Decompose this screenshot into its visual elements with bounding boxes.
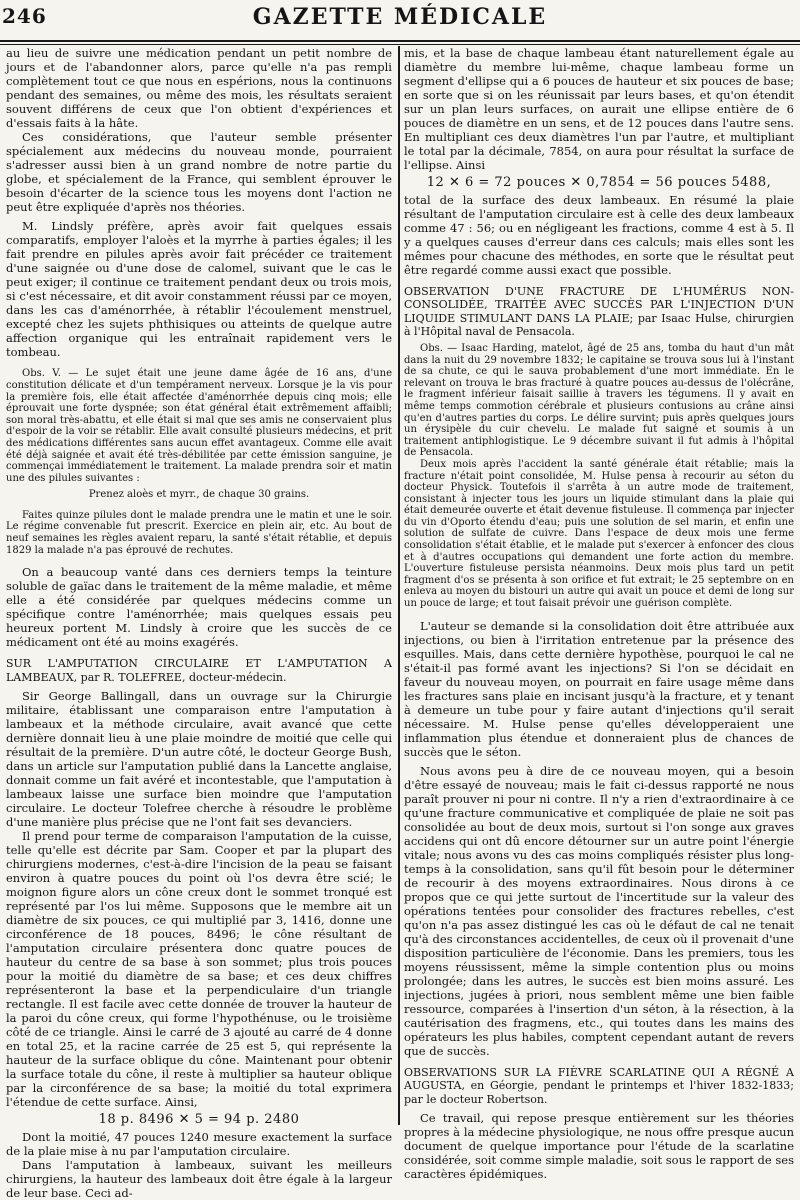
paragraph: On a beaucoup vanté dans ces derniers temps la teinture soluble de gaïac dans le traitement de la même maladie, et même elle a été considérée par quelques médecins comme un spécifique contre l'aménorrhée; mais quelques essais peu heureux portent M. Lindsly à croire que les succès de ce médicament ont été au moins exagérés. (6, 565, 392, 650)
paragraph: L'auteur se demande si la consolidation doit être attribuée aux injections, ou bien à l'irritation entretenue par la présence des esquilles. Mais, dans cette dernière hypothèse, pourquoi le cal ne s'était-il pas formé avant les injections? Si l'on se décidait en faveur du nouveau moyen, on pourrait en faire usage même dans les fractures sans plaie en incisant jusqu'à la fracture, et y tenant à demeure un tube pour y faire autant d'injections qu'il serait nécessaire. M. Hulse pense qu'elles développeraient une inflammation plus étendue et donneraient plus de chances de succès que le séton. (404, 618, 794, 759)
article-heading: OBSERVATIONS SUR LA FIÈVRE SCARLATINE QUI A RÉGNÉ A AUGUSTA, en Géorgie, pendant le printemps et l'hiver 1832-1833; par le docteur Robertson. (404, 1066, 794, 1106)
paragraph: Ces considérations, que l'auteur semble présenter spécialement aux médecins du nouveau monde, pourraient s'adresser aussi bien à un grand nombre de notre partie du globe, et spécialement de la France, qui semblent éprouver le besoin d'écarter de la science tous les moyens dont l'action ne peut être expliquée d'après nos théories. (6, 130, 392, 215)
observation-text: Faites quinze pilules dont le malade prendra une le matin et une le soir. Le régime convenable fut prescrit. Exercice en plein air, etc. Au bout de neuf semaines les règles avaient reparu, la santé s'était rétablie, et depuis 1829 la malade n'a pas éprouvé de rechutes. (6, 509, 392, 556)
paragraph: Sir George Ballingall, dans un ouvrage sur la Chirurgie militaire, établissant une comparaison entre l'amputation à lambeaux et la méthode circulaire, avait avancé que cette dernière donnait lieu à une plaie moindre de moitié que celle qui résultait de la première. D'un autre côté, le docteur George Bush, dans un article sur l'amputation publié dans la Lancette anglaise, donnait comme un fait avéré et incontestable, que l'amputation à lambeaux laisse une surface bien moindre que l'amputation circulaire. Le docteur Tolefree cherche à résoudre le problème d'une manière plus précise que ne l'ont fait ses devanciers. (6, 688, 392, 829)
column-divider (398, 46, 400, 1125)
prescription: Prenez aloès et myrr., de chaque 30 grains. (88, 489, 310, 501)
observation-text: Deux mois après l'accident la santé générale était rétablie; mais la fracture n'était point consolidée, M. Hulse pensa à recourir au séton du docteur Physick. Toutefois il s'arrêta à un autre mode de traitement, consistant à injecter tous les jours un liquide stimulant dans la plaie qui était demeurée ouverte et était devenue fistuleuse. Il commença par injecter du vin d'Oporto étendu d'eau; puis une solution de sel marin, et enfin une solution de sulfate de cuivre. Dans l'espace de deux mois une ferme consolidation s'était établie, et le malade put s'exercer à enfoncer des clous et à d'autres occupations qui demandent une forte action du membre. L'ouverture fistuleuse persista néanmoins. Deux mois plus tard un petit fragment d'os se présenta à son orifice et fut extrait; le 25 septembre on en enleva au moyen du bistouri un autre qui avait un pouce et demi de long sur un pouce de large; et tout faisait prévoir une guérison complète. (404, 458, 794, 610)
paragraph: mis, et la base de chaque lambeau étant naturellement égale au diamètre du membre lui-même, chaque lambeau forme un segment d'ellipse qui a 6 pouces de hauteur et six pouces de base; en sorte que si on les réunissait par leurs bases, et qu'on étendit sur un plan leurs surfaces, on aurait une ellipse entière de 6 pouces de diamètre en un sens, et de 12 pouces dans l'autre sens. En multipliant ces deux diamètres l'un par l'autre, et multipliant le total par la décimale, 7854, on aura pour résultat la surface de l'ellipse. Ainsi (404, 46, 794, 173)
observation-text: Obs. V. — Le sujet était une jeune dame âgée de 16 ans, d'une constitution délicate et d'un tempérament nerveux. Lorsque je la vis pour la première fois, elle était affectée d'aménorrhée depuis cinq mois; elle éprouvait une forte dyspnée; son état général était extrêmement affaibli; son moral très-abattu, et elle était si mal que ses amis ne conservaient plus d'espoir de la voir se rétablir. Elle avait consulté plusieurs médecins, et prit des médications différentes sans aucun effet avantageux. Comme elle avait été déjà saignée et avait été très-débilitée par cette émission sanguine, je commençai immédiatement le traitement. La malade prendra soir et matin une des pilules suivantes : (6, 368, 392, 484)
running-title: GAZETTE MÉDICALE (252, 4, 548, 30)
paragraph: Dont la moitié, 47 pouces 1240 mesure exactement la surface de la plaie mise à nu par l'amputation circulaire. (6, 1130, 392, 1159)
left-column (6, 46, 392, 1200)
observation-text: Obs. — Isaac Harding, matelot, âgé de 25 ans, tomba du haut d'un mât dans la nuit du 29 novembre 1832; le capitaine se trouva sous lui à l'instant de sa chute, ce qui le sauva probablement d'une mort immédiate. En le relevant on trouva le bras fracturé à quatre pouces au-dessus de l'olécrâne, le fragment inférieur faisait saillie à travers les tégumens. Il y avait en même temps commotion cérébrale et plusieurs contusions au crâne ainsi qu'en d'autres parties du corps. Le délire survint; puis après quelques jours un érysipèle du cuir chevelu. Le malade fut saigné et soumis à un traitement antiphlogistique. Le 9 décembre suivant il fut admis à l'hôpital de Pensacola. (404, 342, 794, 459)
article-heading: SUR L'AMPUTATION CIRCULAIRE ET L'AMPUTATION A LAMBEAUX, par R. TOLEFREE, docteur-médecin. (6, 657, 392, 684)
header-rule (0, 40, 800, 45)
article-heading: OBSERVATION D'UNE FRACTURE DE L'HUMÉRUS NON-CONSOLIDÉE, TRAITÉE AVEC SUCCÈS PAR L'INJECTION D'UN LIQUIDE STIMULANT DANS LA PLAIE; par Isaac Hulse, chirurgien à l'Hôpital naval de Pensacola. (404, 285, 794, 338)
page-header (0, 0, 800, 50)
paragraph: Dans l'amputation à lambeaux, suivant les meilleurs chirurgiens, la hauteur des lambeaux doit être égale à la largeur de leur base. Ceci ad- (6, 1158, 392, 1200)
page-number: 246 (2, 4, 47, 28)
formula: 12 ✕ 6 = 72 pouces ✕ 0,7854 = 56 pouces 5488, (426, 175, 772, 191)
paragraph: Nous avons peu à dire de ce nouveau moyen, qui a besoin d'être essayé de nouveau; mais le fait ci-dessus rapporté ne nous paraît prouver ni pour ni contre. Il n'y a rien d'extraordinaire à ce qu'une fracture communicative et compliquée de plaie ne soit pas consolidée au bout de deux mois, surtout si l'on songe aux graves accidens qui ont dû encore détourner sur un autre point l'énergie vitale; nous avons vu des cas moins compliqués résister plus long-temps à la consolidation, sans qu'il fût besoin pour le déterminer de recourir à des moyens extraordinaires. Nous dirons à ce propos que ce qui jette surtout de l'incertitude sur la valeur des opérations tentées pour consolider des fractures rebelles, c'est qu'on n'a pas assez distingué les cas où le défaut de cal ne tenait qu'à des circonstances accidentelles, de ceux où il provenait d'une disposition particulière de l'économie. Dans les premiers, tous les moyens réussissent, même la simple contention plus ou moins prolongée; dans les autres, le succès est bien moins assuré. Les injections, jugées à priori, nous semblent même une bien faible ressource, comparées à l'insertion d'un séton, à la résection, à la cautérisation des fragmens, etc., qui toutes dans les mains des opérateurs les plus habiles, comptent cependant autant de revers que de succès. (404, 763, 794, 1059)
paragraph: M. Lindsly préfère, après avoir fait quelques essais comparatifs, employer l'aloès et la myrrhe à parties égales; il les fait prendre en pilules après avoir fait précéder ce traitement d'une saignée ou d'une dose de calomel, suivant que le cas le peut exiger; il continue ce traitement pendant deux ou trois mois, si c'est nécessaire, et dit avoir constamment réussi par ce moyen, dans les cas d'aménorrhée, à rétablir l'écoulement menstruel, excepté chez les sujets phthisiques ou atteints de quelque autre affection organique qui les entraînait rapidement vers le tombeau. (6, 219, 392, 360)
paragraph: au lieu de suivre une médication pendant un petit nombre de jours et de l'abandonner alors, parce qu'elle n'a pas rempli complètement tout ce que nous en espérions, nous la continuons pendant des semaines, ou même des mois, les résultats seraient souvent différens de ceux que l'on obtient d'expériences et d'essais faits à la hâte. (6, 46, 392, 131)
formula: 18 p. 8496 ✕ 5 = 94 p. 2480 (98, 1112, 300, 1128)
right-column (404, 46, 794, 1181)
paragraph: Il prend pour terme de comparaison l'amputation de la cuisse, telle qu'elle est décrite par Sam. Cooper et par la plupart des chirurgiens modernes, c'est-à-dire l'incision de la peau se faisant environ à quatre pouces du point où l'os devra être scié; le moignon figure alors un cône creux dont le sommet tronqué est représenté par l'os lui même. Supposons que le membre ait un diamètre de six pouces, ce qui multiplié par 3, 1416, donne une circonférence de 18 pouces, 8496; le cône résultant de l'amputation circulaire présentera donc quatre pouces de hauteur du centre de sa base à son sommet; plus trois pouces pour la moitié du diamètre de sa base; et ces deux chiffres représenteront la base et la perpendiculaire d'un triangle rectangle. Il est facile avec cette donnée de trouver la hauteur de la paroi du cône creux, qui forme l'hypothénuse, ou le troisième côté de ce triangle. Ainsi le carré de 3 ajouté au carré de 4 donne en total 25, et la racine carrée de 25 est 5, qui représente la hauteur de la surface oblique du cône. Maintenant pour obtenir la surface totale du cône, il reste à multiplier sa hauteur oblique par la circonférence de sa base; la moitié du total exprimera l'étendue de cette surface. Ainsi, (6, 828, 392, 1110)
paragraph: Ce travail, qui repose presque entièrement sur les théories propres à la médecine physiologique, ne nous offre presque aucun document de quelque importance pour l'étude de la scarlatine considérée, soit comme simple maladie, soit sous le rapport de ses caractères épidémiques. (404, 1110, 794, 1181)
paragraph: total de la surface des deux lambeaux. En résumé la plaie résultant de l'amputation circulaire est à celle des deux lambeaux comme 47 : 56; ou en négligeant les fractions, comme 4 est à 5. Il y a quelques causes d'erreur dans ces calculs; mais elles sont les mêmes pour chacune des méthodes, en sorte que le résultat peut être regardé comme aussi exact que possible. (404, 193, 794, 278)
